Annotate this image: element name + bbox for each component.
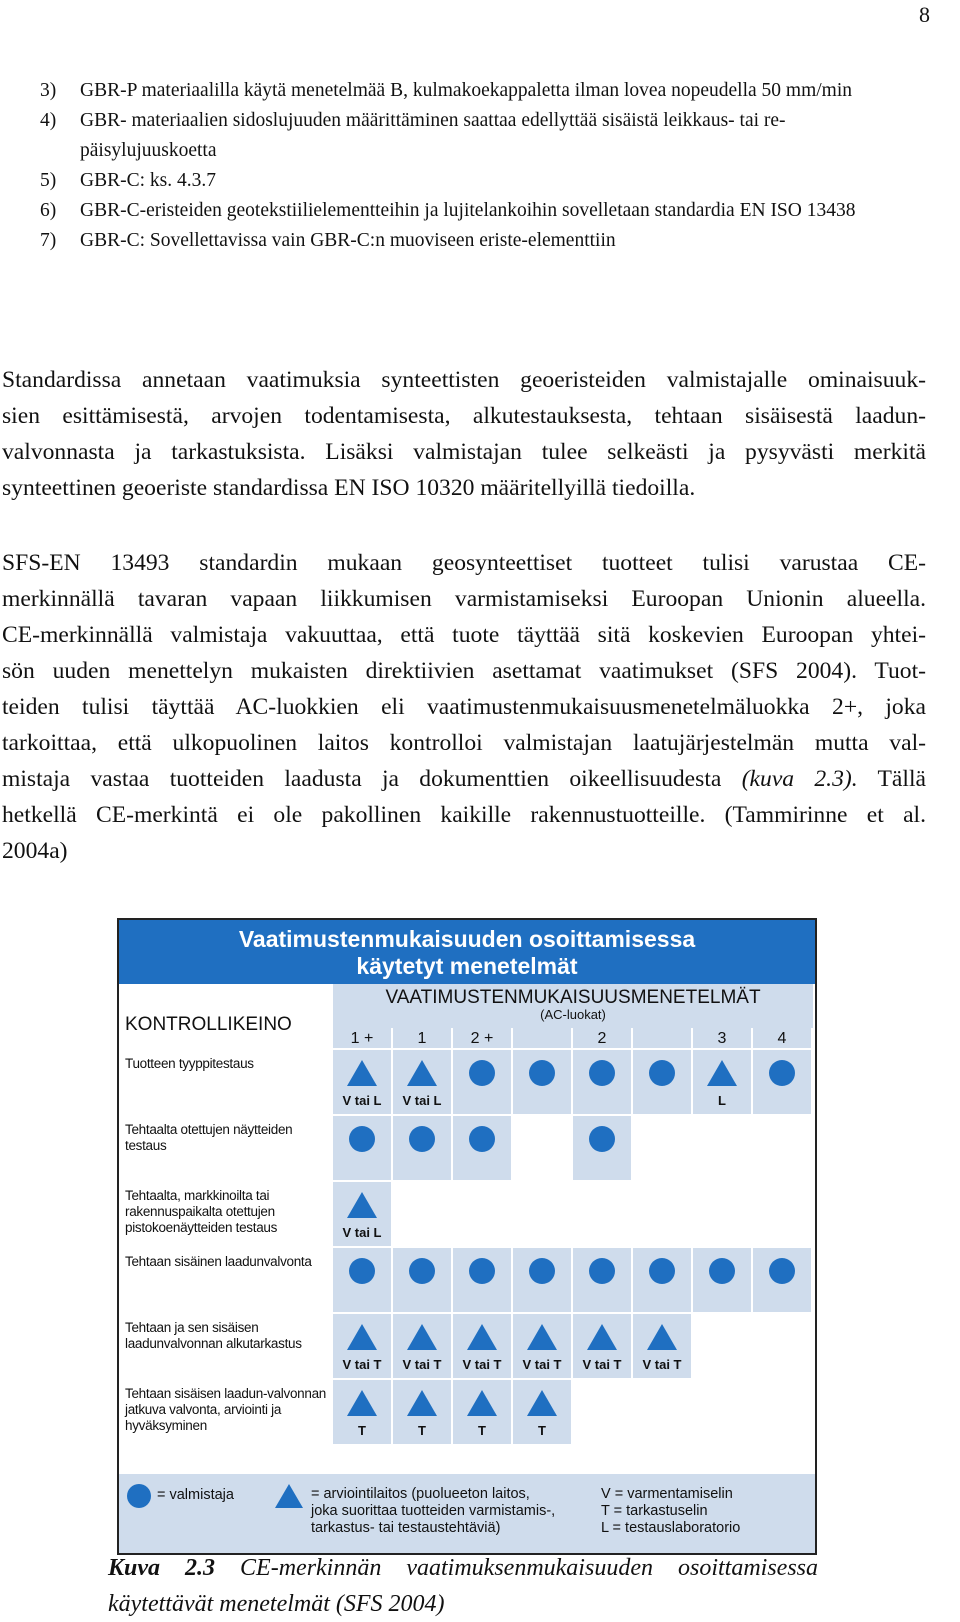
ac-header — [333, 984, 813, 1028]
circle-icon — [469, 1060, 495, 1086]
assessor-code: V tai T — [342, 1357, 382, 1372]
ac-class-label: 2 + — [453, 1028, 513, 1050]
circle-icon — [589, 1126, 615, 1152]
assessor-code: V tai T — [462, 1357, 502, 1372]
assessor-code: V tai T — [522, 1357, 562, 1372]
legend-triangle-text — [311, 1486, 591, 1537]
matrix-cell — [513, 1182, 573, 1248]
matrix-cell — [753, 1248, 813, 1314]
ac-class-label: 4 — [753, 1028, 813, 1050]
triangle-icon — [275, 1484, 303, 1508]
list-item — [40, 166, 900, 196]
figure-reference: (kuva 2.3). — [741, 766, 858, 792]
circle-icon — [649, 1060, 675, 1086]
control-method-label: Tuotteen tyyppitestaus — [119, 1050, 333, 1116]
matrix-cell — [753, 1380, 813, 1446]
numbered-list — [40, 76, 900, 256]
triangle-icon — [347, 1060, 377, 1086]
matrix-cell — [633, 1380, 693, 1446]
matrix-cell — [393, 1050, 453, 1116]
assessor-code: T — [418, 1423, 426, 1438]
ac-class-label: 2 — [573, 1028, 633, 1050]
matrix-cell — [333, 1248, 393, 1314]
paragraph-line — [2, 761, 926, 797]
matrix-cell — [753, 1050, 813, 1116]
matrix-cell — [333, 1116, 393, 1182]
matrix-cell — [453, 1116, 513, 1182]
triangle-icon — [587, 1324, 617, 1350]
legend-codes — [601, 1486, 811, 1537]
circle-icon — [769, 1060, 795, 1086]
matrix-cell — [693, 1248, 753, 1314]
list-item-text: GBR-C: Sovellettavissa vain GBR-C:n muoviseen eriste-elementtiin — [80, 230, 616, 251]
circle-icon — [349, 1126, 375, 1152]
list-item-text: GBR- materiaalien sidoslujuuden määrittäminen saattaa edellyttää sisäistä leikkaus- tai re-päisylujuuskoetta — [80, 110, 786, 161]
triangle-icon — [347, 1390, 377, 1416]
caption-line: käytettävät menetelmät (SFS 2004) — [108, 1591, 445, 1617]
ac-class-label — [513, 1028, 573, 1050]
triangle-icon — [647, 1324, 677, 1350]
page-number: 8 — [919, 2, 930, 27]
circle-icon — [469, 1126, 495, 1152]
line-text: Tällä — [857, 766, 926, 792]
paragraph-line: teiden tulisi täyttää AC-luokkien eli vaatimustenmukaisuusmenetelmäluokka 2+, joka — [2, 694, 926, 720]
matrix-cell — [453, 1248, 513, 1314]
matrix-cell — [573, 1380, 633, 1446]
ac-class-label: 1 + — [333, 1028, 393, 1050]
paragraph-standard-requirements — [2, 362, 926, 506]
circle-icon — [769, 1258, 795, 1284]
ac-class-label — [633, 1028, 693, 1050]
list-item-number: 7) — [40, 230, 57, 251]
legend-code: V = varmentamiselin — [601, 1486, 733, 1502]
paragraph-line: 2004a) — [2, 838, 68, 864]
matrix-cell — [693, 1182, 753, 1248]
ac-class-label: 3 — [693, 1028, 753, 1050]
triangle-icon — [407, 1390, 437, 1416]
figure-title-line: Vaatimustenmukaisuuden osoittamisessa — [238, 926, 696, 952]
matrix-cell — [453, 1182, 513, 1248]
matrix-cell — [753, 1314, 813, 1380]
caption-text: CE-merkinnän vaatimuksenmukaisuuden osoittamisessa — [215, 1555, 818, 1581]
ac-methods-table — [119, 984, 815, 1474]
figure-caption — [108, 1550, 818, 1622]
circle-icon — [589, 1060, 615, 1086]
figure-legend — [119, 1474, 815, 1553]
circle-icon — [409, 1258, 435, 1284]
triangle-icon — [707, 1060, 737, 1086]
list-item-number: 4) — [40, 110, 57, 131]
matrix-cell — [573, 1116, 633, 1182]
paragraph-line: merkinnällä tavaran vapaan liikkumisen varmistamiseksi Euroopan Unionin alueella. — [2, 586, 926, 612]
triangle-icon — [407, 1060, 437, 1086]
assessor-code: V tai T — [582, 1357, 622, 1372]
matrix-cell — [633, 1314, 693, 1380]
assessor-code: V tai T — [402, 1357, 442, 1372]
paragraph-line: hetkellä CE-merkintä ei ole pakollinen kaikille rakennustuotteille. (Tammirinne et al. — [2, 802, 926, 828]
matrix-cell — [753, 1182, 813, 1248]
matrix-cell — [513, 1116, 573, 1182]
list-item — [40, 76, 900, 106]
list-item-number: 6) — [40, 200, 57, 221]
control-method-label: Tehtaalta, markkinoilta tai rakennuspaikalta otettujen pistokoenäytteiden testaus — [119, 1182, 333, 1248]
circle-icon — [349, 1258, 375, 1284]
circle-icon — [709, 1258, 735, 1284]
circle-icon — [529, 1060, 555, 1086]
caption-label: Kuva 2.3 — [108, 1555, 216, 1581]
legend-circle-text: = valmistaja — [157, 1487, 234, 1503]
assessor-code: T — [358, 1423, 366, 1438]
paragraph-line: SFS-EN 13493 standardin mukaan geosynteettiset tuotteet tulisi varustaa CE- — [2, 550, 926, 576]
matrix-cell — [573, 1314, 633, 1380]
circle-icon — [589, 1258, 615, 1284]
matrix-cell — [693, 1116, 753, 1182]
list-item — [40, 226, 900, 256]
list-item-text: GBR-P materiaalilla käytä menetelmää B, kulmakoekappaletta ilman lovea nopeudella 50 mm/min — [80, 80, 853, 101]
paragraph-line: Standardissa annetaan vaatimuksia synteettisten geoeristeiden valmistajalle ominaisuuk- — [2, 367, 926, 393]
legend-code: T = tarkastuselin — [601, 1503, 708, 1519]
matrix-cell — [393, 1380, 453, 1446]
matrix-cell — [393, 1314, 453, 1380]
matrix-cell — [633, 1182, 693, 1248]
matrix-cell — [573, 1248, 633, 1314]
matrix-cell — [513, 1314, 573, 1380]
ac-methods-figure — [117, 918, 817, 1555]
triangle-icon — [527, 1390, 557, 1416]
list-item-text: GBR-C: ks. 4.3.7 — [80, 170, 216, 191]
circle-icon — [127, 1484, 151, 1508]
legend-code: L = testauslaboratorio — [601, 1520, 741, 1536]
list-item — [40, 196, 900, 226]
triangle-icon — [467, 1390, 497, 1416]
paragraph-line: tarkoittaa, että ulkopuolinen laitos kontrolloi valmistajan laatujärjestelmän mutta val- — [2, 730, 926, 756]
assessor-code: T — [538, 1423, 546, 1438]
assessor-code: V tai T — [642, 1357, 682, 1372]
paragraph-line: valvonnasta ja tarkastuksista. Lisäksi valmistajan tulee selkeästi ja pysyvästi merkitä — [2, 439, 926, 465]
caption-line — [108, 1550, 818, 1586]
figure-title-line: käytetyt menetelmät — [356, 953, 578, 979]
circle-icon — [409, 1126, 435, 1152]
matrix-cell — [573, 1182, 633, 1248]
line-text: mistaja vastaa tuotteiden laadusta ja dokumenttien oikeellisuudesta — [2, 766, 742, 792]
matrix-cell — [453, 1380, 513, 1446]
paragraph-line: synteettinen geoeriste standardissa EN ISO 10320 määritellyillä tiedoilla. — [2, 475, 696, 501]
matrix-cell — [393, 1116, 453, 1182]
matrix-cell — [693, 1050, 753, 1116]
assessor-code: V tai L — [342, 1093, 382, 1108]
triangle-icon — [527, 1324, 557, 1350]
legend-line: tarkastus- tai testaustehtäviä) — [311, 1520, 501, 1536]
assessor-code: V tai L — [342, 1225, 382, 1240]
paragraph-line: sön uuden menettelyn mukaisten direktiivien asettamat vaatimukset (SFS 2004). Tuot- — [2, 658, 926, 684]
matrix-cell — [333, 1182, 393, 1248]
matrix-cell — [333, 1314, 393, 1380]
list-item — [40, 106, 900, 166]
figure-title — [119, 920, 815, 984]
matrix-cell — [573, 1050, 633, 1116]
paragraph-line: sien esittämisestä, arvojen todentamisesta, alkutestauksesta, tehtaan sisäisestä laadun- — [2, 403, 926, 429]
matrix-cell — [633, 1050, 693, 1116]
triangle-icon — [467, 1324, 497, 1350]
ac-header-title: VAATIMUSTENMUKAISUUSMENETELMÄT — [385, 987, 761, 1008]
control-header: KONTROLLIKEINO — [125, 1014, 292, 1035]
paragraph-line: CE-merkinnällä valmistaja vakuuttaa, että tuote täyttää sitä koskevien Euroopan yhtei- — [2, 622, 926, 648]
matrix-cell — [633, 1248, 693, 1314]
matrix-cell — [393, 1182, 453, 1248]
control-method-label: Tehtaan sisäinen laadunvalvonta — [119, 1248, 333, 1314]
paragraph-ce-marking — [2, 545, 926, 869]
legend-line: = arviointilaitos (puolueeton laitos, — [311, 1486, 530, 1502]
legend-line: joka suorittaa tuotteiden varmistamis-, — [311, 1503, 556, 1519]
matrix-cell — [333, 1380, 393, 1446]
ac-class-label: 1 — [393, 1028, 453, 1050]
matrix-cell — [513, 1380, 573, 1446]
matrix-cell — [513, 1050, 573, 1116]
matrix-cell — [633, 1116, 693, 1182]
matrix-cell — [693, 1380, 753, 1446]
control-method-label: Tehtaan ja sen sisäisen laadunvalvonnan alkutarkastus — [119, 1314, 333, 1380]
matrix-cell — [753, 1116, 813, 1182]
triangle-icon — [407, 1324, 437, 1350]
control-method-label: Tehtaalta otettujen näytteiden testaus — [119, 1116, 333, 1182]
circle-icon — [529, 1258, 555, 1284]
matrix-cell — [453, 1050, 513, 1116]
matrix-cell — [513, 1248, 573, 1314]
ac-header-subtitle: (AC-luokat) — [540, 1007, 606, 1022]
matrix-cell — [453, 1314, 513, 1380]
matrix-cell — [333, 1050, 393, 1116]
list-item-number: 5) — [40, 170, 57, 191]
matrix-cell — [693, 1314, 753, 1380]
list-item-number: 3) — [40, 80, 57, 101]
circle-icon — [469, 1258, 495, 1284]
assessor-code: L — [718, 1093, 726, 1108]
triangle-icon — [347, 1324, 377, 1350]
list-item-text: GBR-C-eristeiden geotekstiilielementteihin ja lujitelankoihin sovelletaan standardia EN ISO 13438 — [80, 200, 856, 221]
assessor-code: T — [478, 1423, 486, 1438]
triangle-icon — [347, 1192, 377, 1218]
circle-icon — [649, 1258, 675, 1284]
assessor-code: V tai L — [402, 1093, 442, 1108]
control-method-label: Tehtaan sisäisen laadun-valvonnan jatkuva valvonta, arviointi ja hyväksyminen — [119, 1380, 333, 1446]
matrix-cell — [393, 1248, 453, 1314]
